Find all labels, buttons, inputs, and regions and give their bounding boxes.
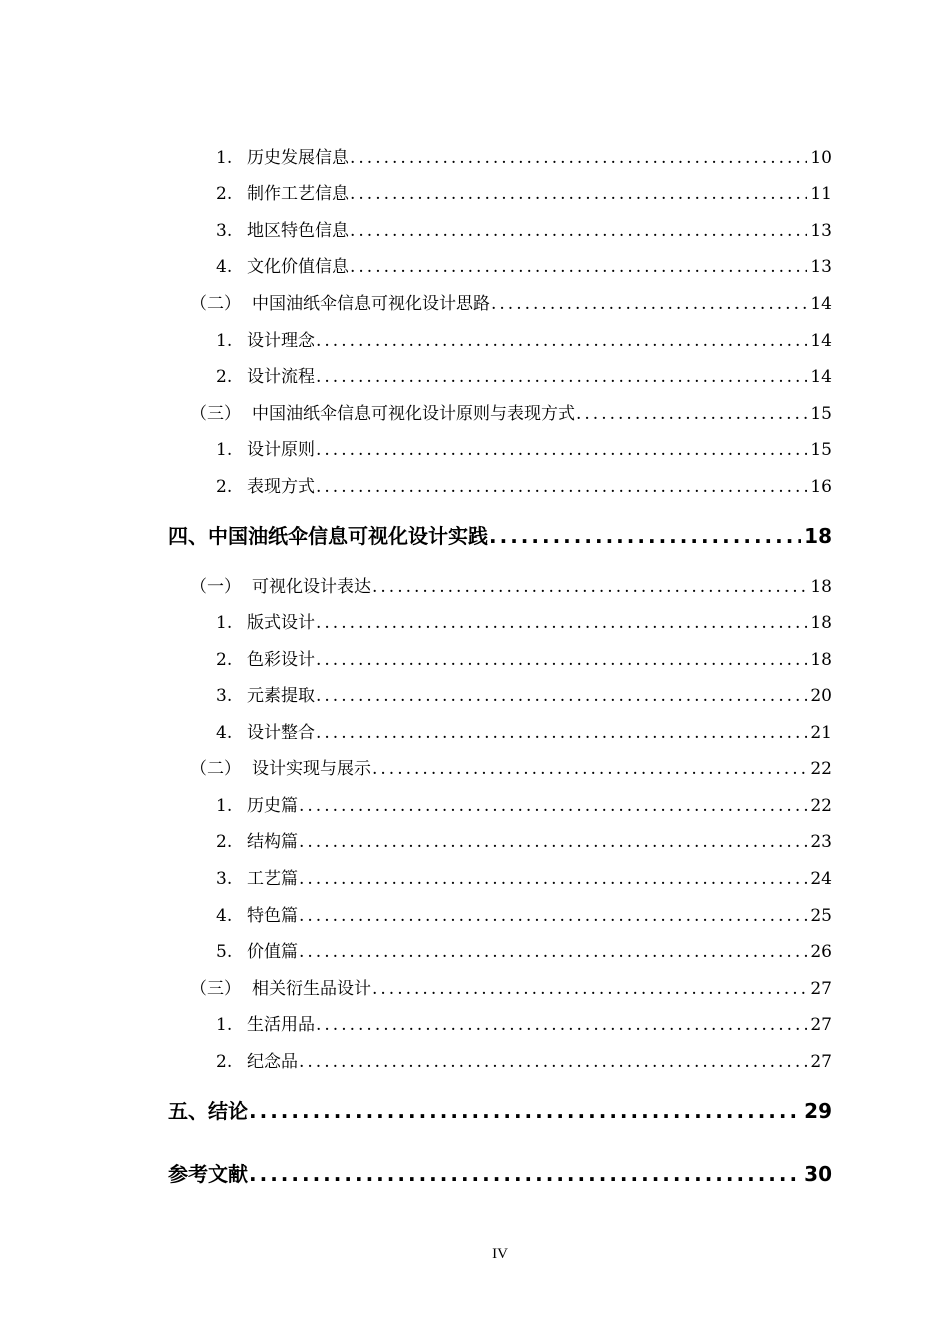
toc-entry-title: 历史发展信息 [247,148,349,168]
toc-entry-number: 2. [216,650,233,670]
toc-entry-title: 地区特色信息 [247,221,349,241]
toc-entry-page: 18 [810,650,832,670]
toc-entry-page: 13 [810,221,832,241]
toc-dot-leader [249,1097,801,1125]
toc-entry-title: 元素提取 [247,686,315,706]
toc-dot-leader [316,329,807,353]
toc-entry-page: 14 [810,367,832,387]
toc-entry-number: 1. [216,331,233,351]
toc-dot-leader [372,977,807,1001]
toc-entry-page: 10 [810,148,832,168]
toc-entry-page: 18 [810,577,832,597]
toc-dot-leader [350,255,807,279]
toc-subsection-entry[interactable] [216,438,832,462]
toc-dot-leader [299,794,807,818]
toc-entry-title: 色彩设计 [247,650,315,670]
toc-entry-number: （三） [190,404,241,424]
toc-entry-number: 1. [216,613,233,633]
toc-entry-title: 特色篇 [247,906,298,926]
toc-entry-number: 2. [216,367,233,387]
toc-dot-leader [299,904,807,928]
toc-entry-page: 24 [810,869,832,889]
toc-entry-number: 1. [216,440,233,460]
toc-section-entry[interactable] [190,575,832,599]
toc-dot-leader [299,1050,807,1074]
toc-entry-page: 29 [804,1099,832,1123]
toc-entry-page: 27 [810,1015,832,1035]
toc-subsection-entry[interactable] [216,830,832,854]
toc-entry-title: 制作工艺信息 [247,184,349,204]
toc-entry-title: 工艺篇 [247,869,298,889]
toc-entry-title: 设计原则 [247,440,315,460]
toc-entry-title: 可视化设计表达 [252,577,371,597]
toc-subsection-entry[interactable] [216,1050,832,1074]
toc-entry-page: 11 [810,184,832,204]
toc-entry-page: 14 [810,294,832,314]
toc-entry-title: 纪念品 [247,1052,298,1072]
toc-entry-title: 表现方式 [247,477,315,497]
toc-section-entry[interactable] [190,977,832,1001]
toc-entry-title: 设计整合 [247,723,315,743]
toc-dot-leader [316,438,807,462]
toc-entry-title: 设计流程 [247,367,315,387]
toc-subsection-entry[interactable] [216,648,832,672]
toc-dot-leader [316,1013,807,1037]
toc-subsection-entry[interactable] [216,721,832,745]
toc-entry-number: 1. [216,1015,233,1035]
toc-dot-leader [316,611,807,635]
toc-section-entry[interactable] [190,402,832,426]
toc-subsection-entry[interactable] [216,182,832,206]
toc-entry-title: 中国油纸伞信息可视化设计原则与表现方式 [252,404,575,424]
toc-dot-leader [316,475,807,499]
toc-subsection-entry[interactable] [216,475,832,499]
toc-entry-page: 21 [810,723,832,743]
toc-entry-page: 15 [810,440,832,460]
toc-entry-page: 18 [810,613,832,633]
toc-subsection-entry[interactable] [216,219,832,243]
toc-dot-leader [316,648,807,672]
toc-entry-title: 文化价值信息 [247,257,349,277]
toc-entry-number: 5. [216,942,233,962]
toc-entry-title: 四、中国油纸伞信息可视化设计实践 [168,524,488,548]
toc-entry-page: 22 [810,796,832,816]
toc-entry-number: 4. [216,257,233,277]
toc-dot-leader [299,867,807,891]
toc-entry-number: （二） [190,294,241,314]
toc-entry-number: 3. [216,869,233,889]
toc-entry-number: 3. [216,686,233,706]
toc-entry-page: 15 [810,404,832,424]
toc-dot-leader [299,830,807,854]
toc-subsection-entry[interactable] [216,904,832,928]
toc-entry-number: 2. [216,832,233,852]
toc-entry-title: 参考文献 [168,1162,248,1186]
toc-entry-number: 4. [216,723,233,743]
toc-dot-leader [350,219,807,243]
toc-entry-page: 20 [810,686,832,706]
toc-entry-number: 4. [216,906,233,926]
toc-entry-page: 30 [804,1162,832,1186]
toc-entry-number: （二） [190,759,241,779]
toc-subsection-entry[interactable] [216,255,832,279]
toc-entry-page: 22 [810,759,832,779]
toc-subsection-entry[interactable] [216,329,832,353]
toc-entry-number: 2. [216,1052,233,1072]
toc-chapter-entry[interactable] [168,522,832,550]
toc-dot-leader [491,292,807,316]
toc-entry-title: 历史篇 [247,796,298,816]
toc-entry-number: 2. [216,477,233,497]
toc-subsection-entry[interactable] [216,867,832,891]
toc-dot-leader [576,402,807,426]
toc-entry-number: 1. [216,796,233,816]
toc-entry-page: 27 [810,979,832,999]
toc-entry-page: 16 [810,477,832,497]
toc-dot-leader [316,684,807,708]
toc-subsection-entry[interactable] [216,794,832,818]
toc-entry-number: 1. [216,148,233,168]
toc-dot-leader [489,522,801,550]
toc-entry-title: 五、结论 [168,1099,248,1123]
toc-dot-leader [316,365,807,389]
toc-entry-title: 生活用品 [247,1015,315,1035]
toc-entry-number: （一） [190,577,241,597]
toc-dot-leader [372,575,807,599]
toc-section-entry[interactable] [190,757,832,781]
toc-entry-page: 27 [810,1052,832,1072]
toc-entry-title: 价值篇 [247,942,298,962]
toc-subsection-entry[interactable] [216,684,832,708]
toc-entry-title: 中国油纸伞信息可视化设计思路 [252,294,490,314]
page-number-footer: IV [492,1246,508,1262]
toc-entry-title: 版式设计 [247,613,315,633]
toc-subsection-entry[interactable] [216,611,832,635]
toc-subsection-entry[interactable] [216,365,832,389]
toc-chapter-entry[interactable] [168,1097,832,1125]
toc-dot-leader [372,757,807,781]
toc-entry-page: 26 [810,942,832,962]
toc-entry-page: 14 [810,331,832,351]
toc-entry-number: （三） [190,979,241,999]
toc-entry-page: 23 [810,832,832,852]
toc-dot-leader [350,146,807,170]
toc-entry-number: 2. [216,184,233,204]
toc-chapter-entry[interactable] [168,1160,832,1188]
toc-entry-page: 13 [810,257,832,277]
toc-dot-leader [299,940,807,964]
toc-entry-title: 设计理念 [247,331,315,351]
toc-subsection-entry[interactable] [216,940,832,964]
toc-dot-leader [249,1160,801,1188]
toc-dot-leader [316,721,807,745]
toc-entry-page: 25 [810,906,832,926]
toc-entry-number: 3. [216,221,233,241]
toc-section-entry[interactable] [190,292,832,316]
toc-dot-leader [350,182,807,206]
toc-entry-page: 18 [804,524,832,548]
toc-subsection-entry[interactable] [216,146,832,170]
toc-entry-title: 结构篇 [247,832,298,852]
toc-entry-title: 设计实现与展示 [252,759,371,779]
toc-subsection-entry[interactable] [216,1013,832,1037]
toc-entry-title: 相关衍生品设计 [252,979,371,999]
